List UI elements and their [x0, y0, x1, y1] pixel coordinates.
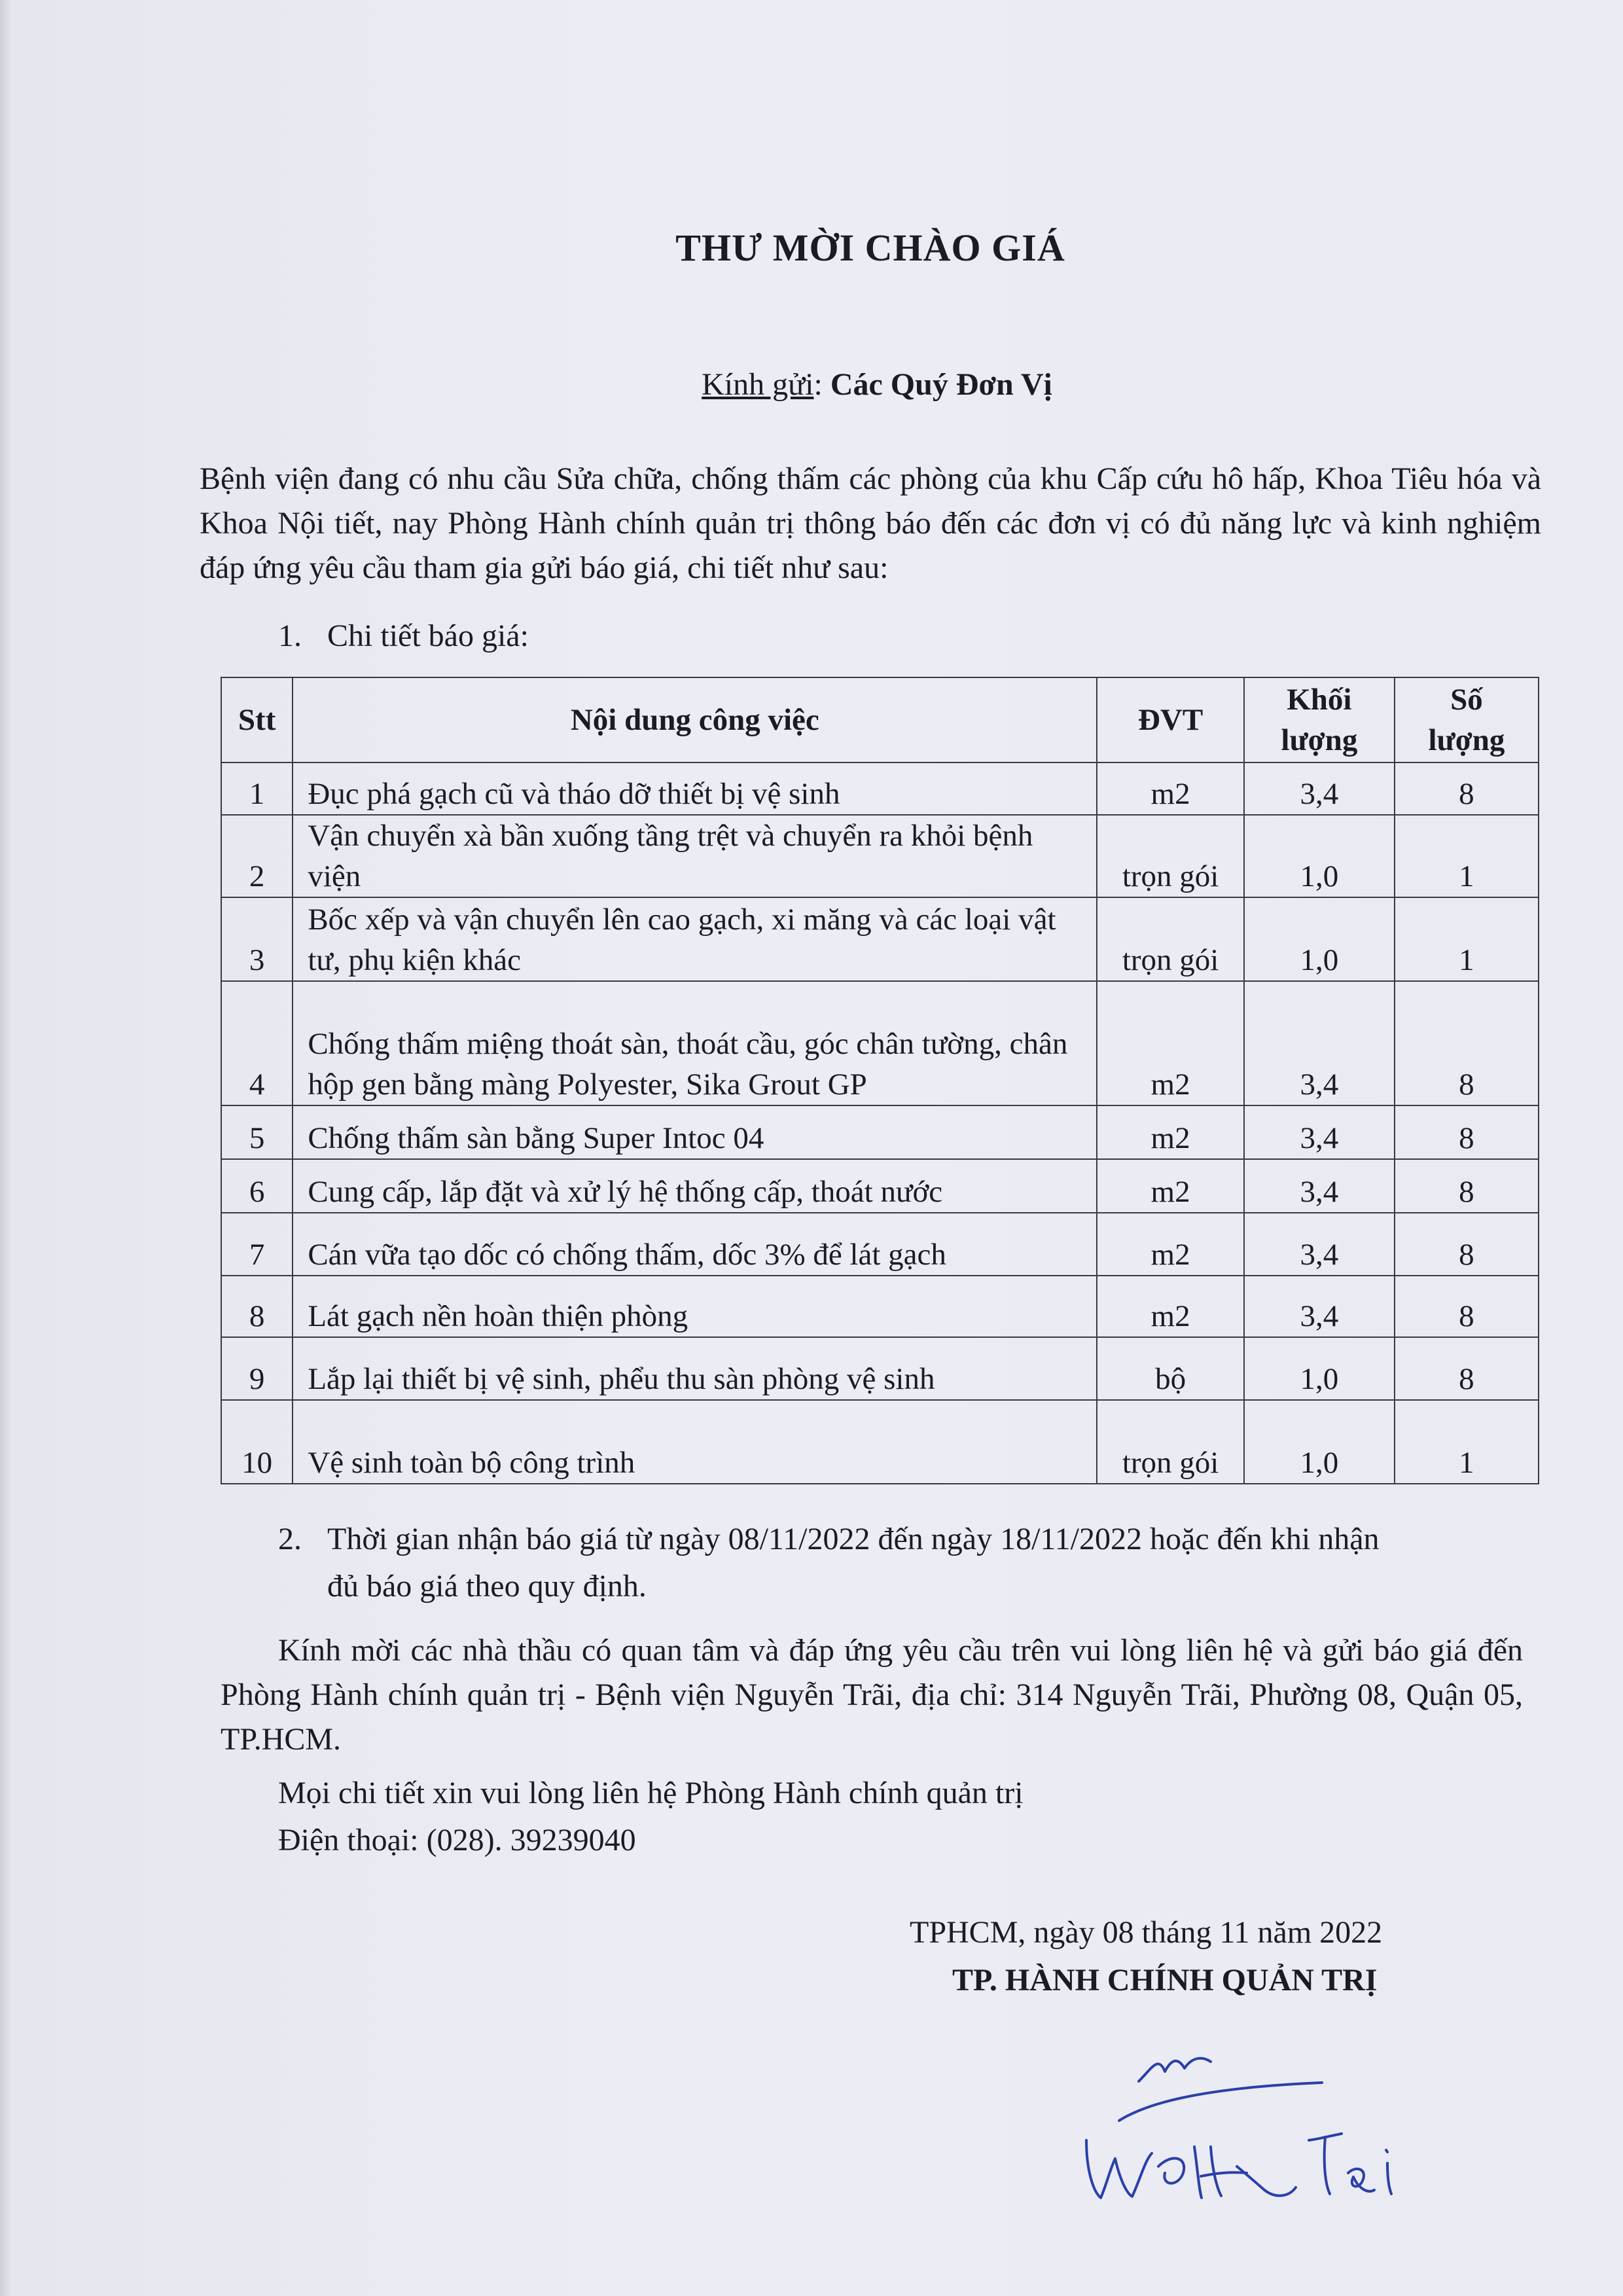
scan-edge [0, 0, 12, 2296]
table-row [221, 897, 1539, 981]
cell-content: Cán vữa tạo dốc có chống thấm, dốc 3% để lát gạch [293, 1213, 1097, 1276]
section-1-number: 1. [278, 619, 302, 653]
signature-place-date: TPHCM, ngày 08 tháng 11 năm 2022 [910, 1915, 1383, 1950]
greeting-separator: : [813, 367, 823, 402]
contact-line: Mọi chi tiết xin vui lòng liên hệ Phòng Hành chính quản trị [278, 1776, 1024, 1810]
cell-unit: m2 [1097, 981, 1244, 1105]
cell-volume: 1,0 [1244, 1400, 1395, 1484]
section-2-number: 2. [278, 1522, 302, 1556]
cell-content: Vận chuyển xà bần xuống tầng trệt và chuyển ra khỏi bệnh viện [293, 815, 1097, 897]
cell-quantity: 8 [1395, 1159, 1539, 1213]
cell-quantity: 1 [1395, 897, 1539, 981]
table-row [221, 815, 1539, 897]
intro-paragraph: Bệnh viện đang có nhu cầu Sửa chữa, chống thấm các phòng của khu Cấp cứu hô hấp, Khoa Tiêu hóa và Khoa Nội tiết, nay Phòng Hành chính quản trị thông báo đến các đơn vị có đủ năng lực và kinh nghiệm đáp ứng yêu cầu tham gia gửi báo giá, chi tiết như sau: [200, 461, 1541, 585]
section-1-heading [278, 614, 529, 658]
header-quantity-line1: Số [1450, 683, 1483, 717]
table-row [221, 981, 1539, 1105]
cell-quantity: 8 [1395, 981, 1539, 1105]
cell-volume: 3,4 [1244, 762, 1395, 815]
section-2-line2: đủ báo giá theo quy định. [327, 1569, 647, 1604]
header-stt: Stt [221, 677, 293, 762]
cell-quantity: 8 [1395, 1337, 1539, 1400]
cell-stt: 6 [221, 1159, 293, 1213]
cell-stt: 1 [221, 762, 293, 815]
cell-unit: trọn gói [1097, 1400, 1244, 1484]
header-volume [1244, 677, 1395, 762]
cell-volume: 3,4 [1244, 1213, 1395, 1276]
cell-unit: m2 [1097, 762, 1244, 815]
cell-volume: 3,4 [1244, 981, 1395, 1105]
greeting-line [0, 367, 1623, 403]
table-row [221, 1159, 1539, 1213]
table-row [221, 1213, 1539, 1276]
cell-quantity: 1 [1395, 1400, 1539, 1484]
cell-unit: trọn gói [1097, 897, 1244, 981]
cell-volume: 3,4 [1244, 1159, 1395, 1213]
greeting-label: Kính gửi [702, 367, 814, 402]
document-title: THƯ MỜI CHÀO GIÁ [675, 226, 1065, 269]
cell-unit: m2 [1097, 1276, 1244, 1337]
header-quantity [1395, 677, 1539, 762]
contact-phone: Điện thoại: (028). 39239040 [278, 1823, 636, 1857]
greeting-recipient: Các Quý Đơn Vị [830, 367, 1052, 402]
cell-volume: 3,4 [1244, 1276, 1395, 1337]
cell-unit: trọn gói [1097, 815, 1244, 897]
cell-unit: m2 [1097, 1159, 1244, 1213]
cell-stt: 8 [221, 1276, 293, 1337]
cell-quantity: 8 [1395, 1276, 1539, 1337]
cell-unit: bộ [1097, 1337, 1244, 1400]
table-row [221, 1276, 1539, 1337]
cell-stt: 3 [221, 897, 293, 981]
cell-content: Cung cấp, lắp đặt và xử lý hệ thống cấp, thoát nước [293, 1159, 1097, 1213]
cell-unit: m2 [1097, 1105, 1244, 1159]
cell-stt: 2 [221, 815, 293, 897]
cell-quantity: 1 [1395, 815, 1539, 897]
cell-stt: 7 [221, 1213, 293, 1276]
quote-table [221, 677, 1539, 1484]
table-row [221, 1337, 1539, 1400]
table-header-row [221, 677, 1539, 762]
cell-volume: 1,0 [1244, 815, 1395, 897]
header-content: Nội dung công việc [293, 677, 1097, 762]
cell-stt: 4 [221, 981, 293, 1105]
cell-quantity: 8 [1395, 1213, 1539, 1276]
cell-unit: m2 [1097, 1213, 1244, 1276]
header-volume-line1: Khối [1287, 683, 1352, 717]
cell-content: Chống thấm miệng thoát sàn, thoát cầu, góc chân tường, chân hộp gen bằng màng Polyester, Sika Grout GP [293, 981, 1097, 1105]
signature-department: TP. HÀNH CHÍNH QUẢN TRỊ [952, 1963, 1378, 1998]
cell-quantity: 8 [1395, 1105, 1539, 1159]
cell-quantity: 8 [1395, 762, 1539, 815]
table-row [221, 1400, 1539, 1484]
cell-content: Lắp lại thiết bị vệ sinh, phểu thu sàn phòng vệ sinh [293, 1337, 1097, 1400]
header-quantity-line2: lượng [1428, 723, 1505, 757]
header-volume-line2: lượng [1281, 723, 1358, 757]
cell-volume: 3,4 [1244, 1105, 1395, 1159]
cell-content: Chống thấm sàn bằng Super Intoc 04 [293, 1105, 1097, 1159]
cell-content: Vệ sinh toàn bộ công trình [293, 1400, 1097, 1484]
cell-stt: 9 [221, 1337, 293, 1400]
table-row [221, 762, 1539, 815]
header-unit: ĐVT [1097, 677, 1244, 762]
invitation-paragraph: Kính mời các nhà thầu có quan tâm và đáp ứng yêu cầu trên vui lòng liên hệ và gửi báo giá đến Phòng Hành chính quản trị - Bệnh viện Nguyễn Trãi, địa chỉ: 314 Nguyễn Trãi, Phường 08, Quận 05, TP.HCM. [221, 1633, 1523, 1757]
cell-content: Bốc xếp và vận chuyển lên cao gạch, xi măng và các loại vật tư, phụ kiện khác [293, 897, 1097, 981]
handwritten-signature [1060, 2042, 1400, 2212]
cell-stt: 5 [221, 1105, 293, 1159]
section-2-line1 [278, 1517, 1380, 1562]
cell-content: Lát gạch nền hoàn thiện phòng [293, 1276, 1097, 1337]
cell-stt: 10 [221, 1400, 293, 1484]
cell-volume: 1,0 [1244, 1337, 1395, 1400]
section-1-label: Chi tiết báo giá: [327, 619, 529, 653]
cell-volume: 1,0 [1244, 897, 1395, 981]
cell-content: Đục phá gạch cũ và tháo dỡ thiết bị vệ sinh [293, 762, 1097, 815]
table-row [221, 1105, 1539, 1159]
section-2-text: Thời gian nhận báo giá từ ngày 08/11/2022 đến ngày 18/11/2022 hoặc đến khi nhận [327, 1522, 1380, 1556]
